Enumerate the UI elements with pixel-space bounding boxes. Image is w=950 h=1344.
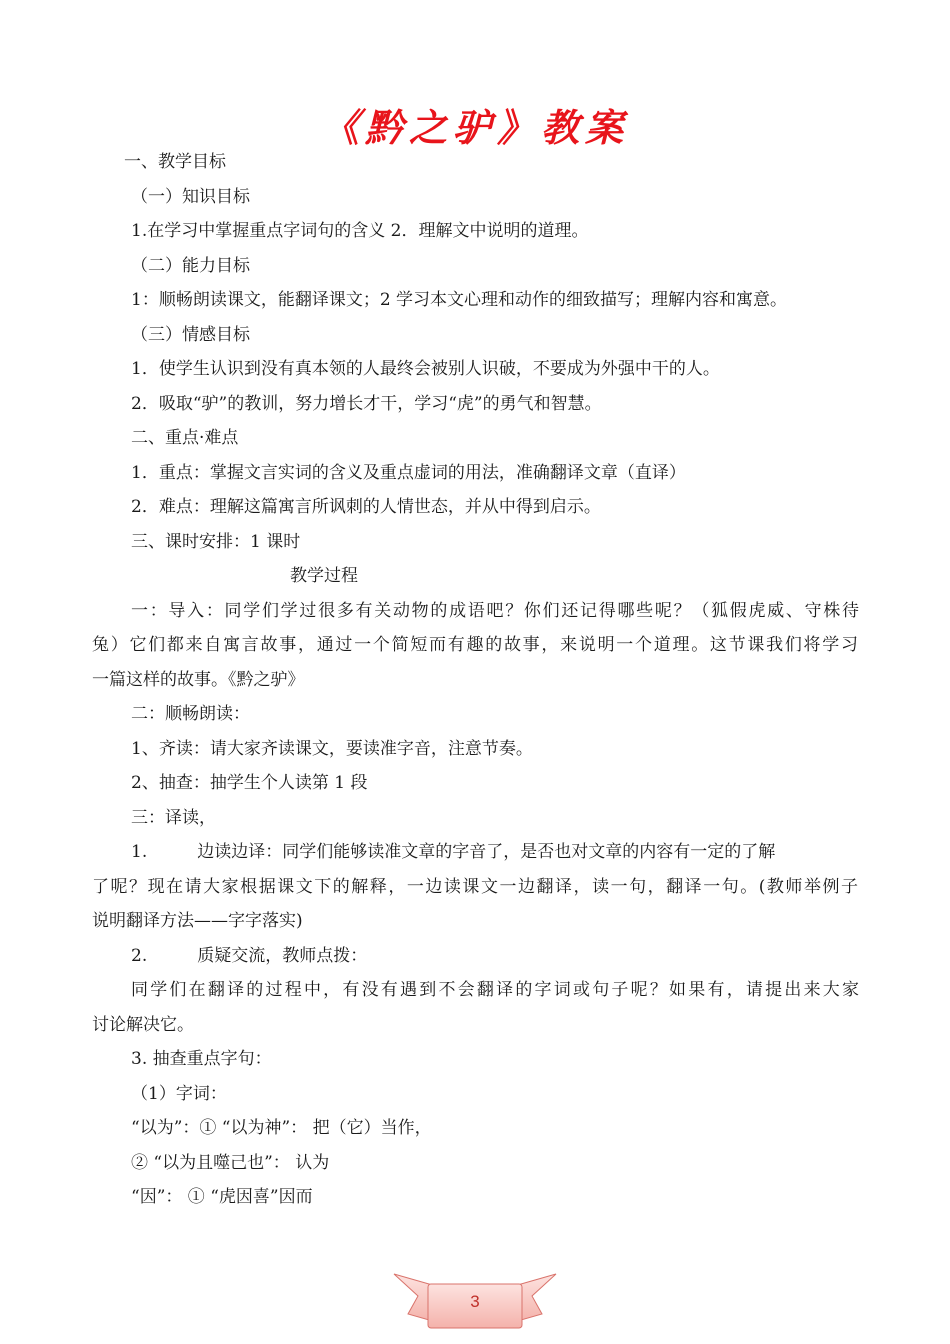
paragraph-line: 同学们在翻译的过程中，有没有遇到不会翻译的字词或句子呢？如果有，请提出来大家 (131, 980, 859, 1000)
text-line: ② “以为且噬己也”： 认为 (131, 1153, 330, 1173)
text-line: “因”： ① “虎因喜”因而 (131, 1187, 313, 1207)
section-heading: 三、课时安排：1 课时 (131, 532, 301, 552)
subsection-heading: （一）知识目标 (131, 187, 250, 207)
item-text: 质疑交流，教师点拨： (197, 946, 368, 966)
section-heading: 教学过程 (290, 566, 358, 586)
item-text: 边读边译：同学们能够读准文章的字音了，是否也对文章的内容有一定的了解 (197, 842, 776, 862)
list-number: 1. (131, 842, 148, 862)
paragraph-line: 讨论解决它。 (92, 1015, 194, 1035)
text-line: 2、抽查：抽学生个人读第 1 段 (131, 773, 368, 793)
numbered-item (131, 945, 901, 967)
text-line: 2．吸取“驴”的教训，努力增长才干，学习“虎”的勇气和智慧。 (131, 394, 602, 414)
paragraph-line: 兔）它们都来自寓言故事，通过一个简短而有趣的故事，来说明一个道理。这节课我们将学习 (92, 635, 858, 655)
subsection-heading: （三）情感目标 (131, 325, 250, 345)
text-line: 1、齐读：请大家齐读课文，要读准字音，注意节奏。 (131, 739, 533, 759)
text-line: “以为”：① “以为神”： 把（它）当作， (131, 1118, 432, 1138)
list-number: 2. (131, 946, 148, 966)
text-line: 1.在学习中掌握重点字词句的含义 2．理解文中说明的道理。 (131, 221, 589, 241)
text-line: 1：顺畅朗读课文，能翻译课文；2 学习本文心理和动作的细致描写；理解内容和寓意。 (131, 290, 788, 310)
subsection-heading: （1）字词： (131, 1084, 227, 1104)
text-line: 2．难点：理解这篇寓言所讽刺的人情世态，并从中得到启示。 (131, 497, 601, 517)
text-line: 1．重点：掌握文言实词的含义及重点虚词的用法，准确翻译文章（直译） (131, 463, 686, 483)
text-line: 1．使学生认识到没有真本领的人最终会被别人识破，不要成为外强中干的人。 (131, 359, 720, 379)
section-heading: 二：顺畅朗读： (131, 704, 250, 724)
paragraph-line: 一：导入：同学们学过很多有关动物的成语吧？你们还记得哪些呢？（狐假虎威、守株待 (131, 601, 859, 621)
numbered-item: 3. 抽查重点字句： (131, 1049, 272, 1069)
numbered-item (131, 841, 901, 863)
document-title: 《黔之驴》教案 (320, 106, 629, 150)
section-heading: 三：译读， (131, 808, 216, 828)
subsection-heading: （二）能力目标 (131, 256, 250, 276)
paragraph-line: 了呢？现在请大家根据课文下的解释，一边读课文一边翻译，读一句，翻译一句。(教师举例子 (92, 877, 858, 897)
section-heading: 二、重点·难点 (131, 428, 239, 448)
paragraph-line: 说明翻译方法——字字落实) (92, 911, 303, 931)
section-heading: 一、教学目标 (124, 152, 226, 172)
page-number: 3 (470, 1292, 480, 1311)
paragraph-line: 一篇这样的故事。《黔之驴》 (92, 670, 305, 690)
page-number-ribbon (392, 1266, 558, 1336)
